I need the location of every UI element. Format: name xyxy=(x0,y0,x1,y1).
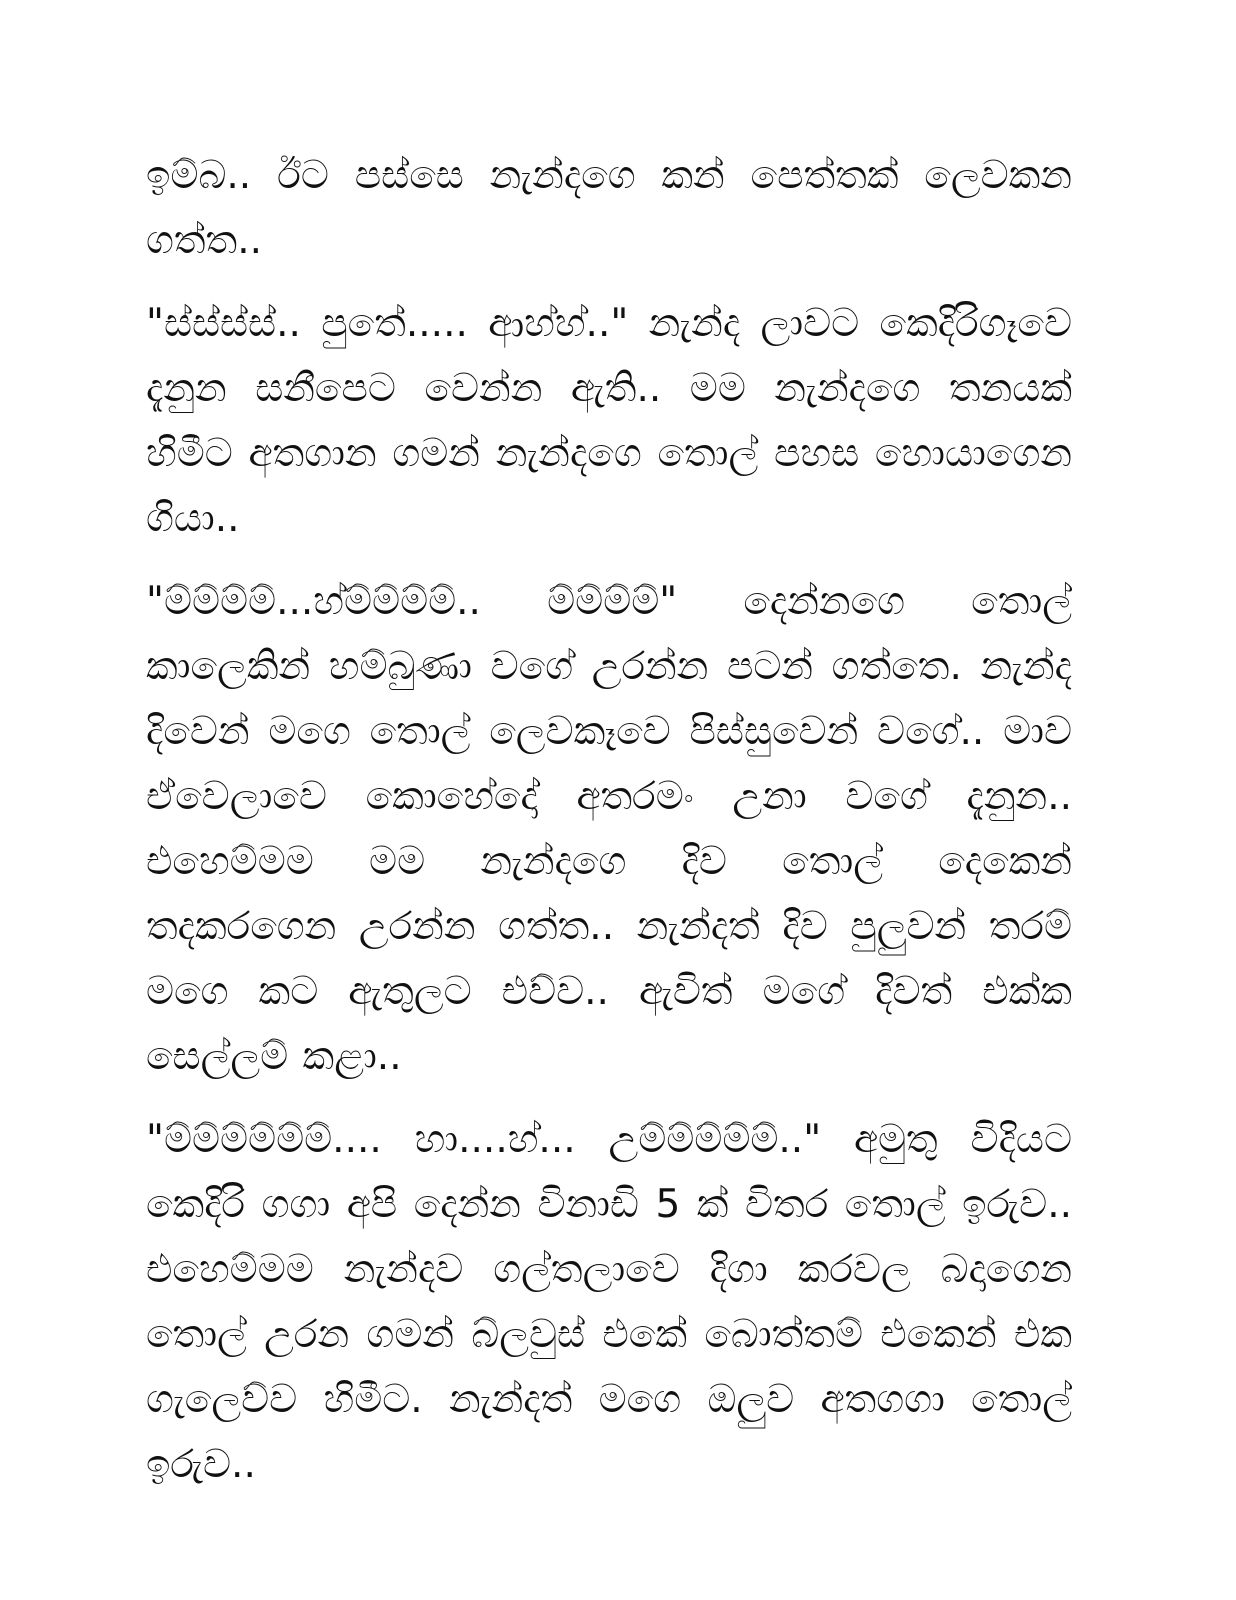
paragraph-4: "ම්ම්ම්ම්ම්ම්.... හා....හ්... උම්ම්ම්ම්ම්.." අමුතු විදියට කෙදිරි ගගා අපි දෙන්න විනාඩි 5 ක් විතර තොල් ඉරුව.. එහෙම්මම නැන්දව ගල්තලාවෙ දිගා කරවල බදාගෙන තොල් උරන ගමන් බ්ලවුස් එකේ බොත්තම් එකෙන් එක ගැලෙව්ව හිමීට. නැන්දත් මගෙ ඔලුව අතගගා තොල් ඉරුව.. xyxy=(146,1117,1072,1487)
paragraph-2: "ස්ස්ස්ස්.. පුතේ..... ආහ්හ්.." නැන්ද ලාවට කෙදිරිගෑවෙ දැනුන සනීපෙට වෙන්න ඇති.. මම නැන්දගෙ තනයක් හිමීට අතගාන ගමන් නැන්දගෙ තොල් පහස හොයාගෙන ගියා.. xyxy=(146,301,1072,541)
paragraph-1: ඉම්බ.. ඊට පස්සෙ නැන්දගෙ කන් පෙත්තක් ලෙවකන ගත්ත.. xyxy=(146,153,1072,263)
story-text xyxy=(146,143,1072,1515)
paragraph-3: "ම්ම්ම්ම්...හ්ම්ම්ම්ම්.. ම්ම්ම්ම්" දෙන්නගෙ තොල් කාලෙකින් හම්බුණා වගේ උරන්න පටන් ගත්තෙ. නැන්ද දිවෙන් මගෙ තොල් ලෙවකෑවෙ පිස්සුවෙන් වගේ.. මාව ඒවෙලාවෙ කොහේදෝ අතරමං උනා වගේ දැනුන.. එහෙම්මම මම නැන්දගෙ දිව තොල් දෙකෙන් තදකරගෙන උරන්න ගත්ත.. නැන්දත් දිව පුලුවන් තරම් මගෙ කට ඇතුලට එව්ව.. ඇවිත් මගේ දිවත් එක්ක සෙල්ලම් කළා.. xyxy=(146,579,1072,1079)
